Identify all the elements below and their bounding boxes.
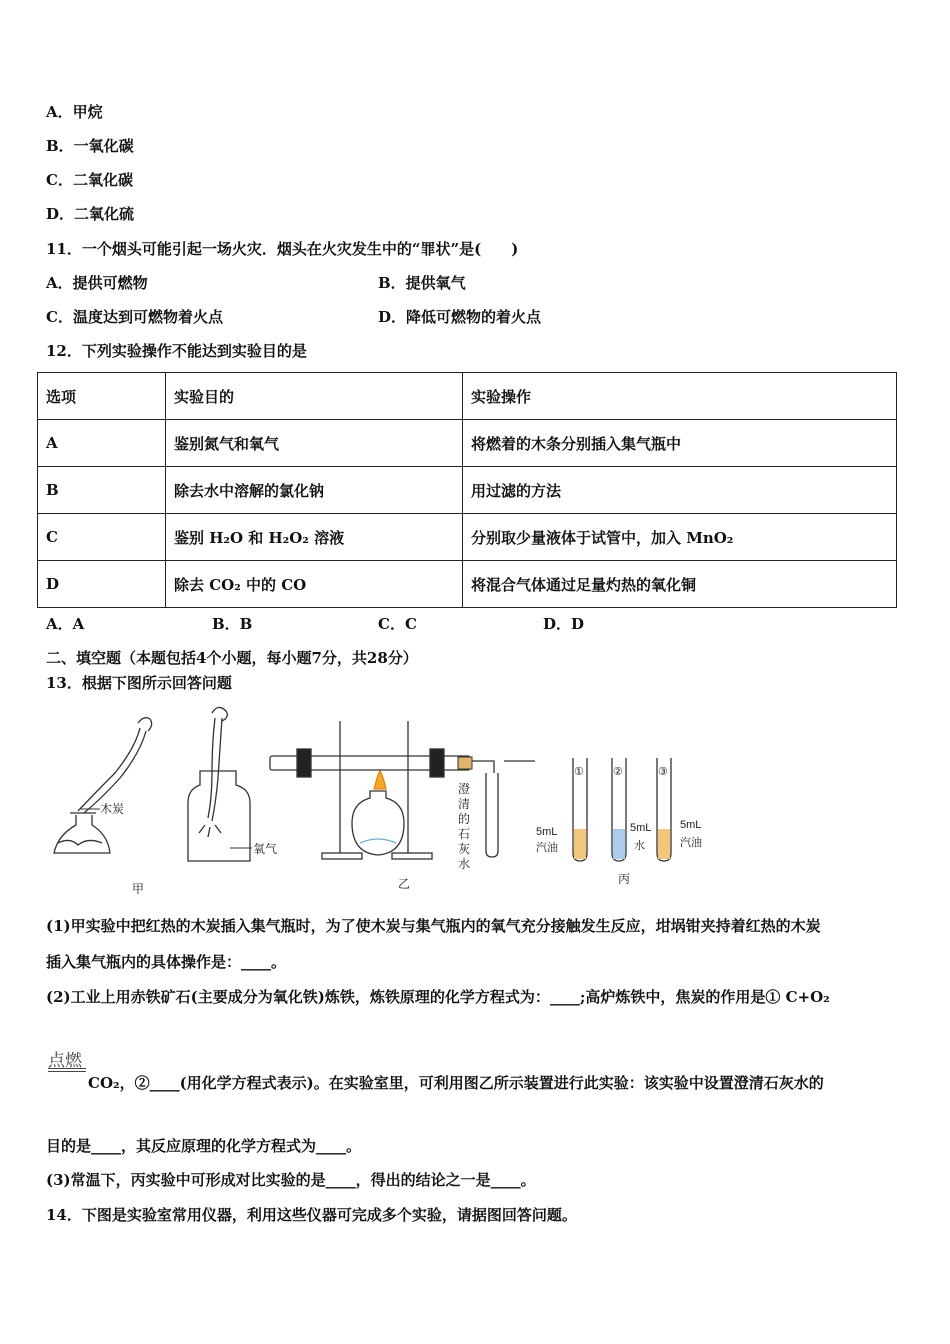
svg-text:水: 水	[458, 857, 471, 871]
ignite-condition: 点燃	[48, 1051, 82, 1071]
q11-option-a: A．提供可燃物	[46, 274, 148, 292]
q10-option-d: D．二氧化硫	[46, 205, 135, 223]
yi-apparatus	[270, 721, 535, 859]
equation-bar	[48, 1068, 86, 1072]
tube1-liquid-label: 汽油	[536, 842, 558, 854]
table-row	[38, 561, 897, 608]
table-cell: B	[38, 467, 166, 514]
tube1-number: ①	[574, 766, 584, 778]
svg-text:石: 石	[458, 827, 471, 841]
label-mutan: 木炭	[100, 802, 125, 816]
flame-icon	[374, 771, 386, 789]
q10-option-b: B．一氧化碳	[46, 137, 134, 155]
header-cell: 实验操作	[463, 373, 897, 420]
limewater-label	[458, 782, 470, 871]
svg-text:的: 的	[458, 812, 471, 826]
table-cell: 分别取少量液体于试管中，加入 MnO₂	[463, 514, 897, 561]
tube2-number: ②	[613, 766, 623, 778]
table-row	[38, 420, 897, 467]
q13-part3: (3)常温下，丙实验中可形成对比实验的是____，得出的结论之一是____。	[46, 1171, 536, 1189]
q13-part2-line2: CO₂，②____(用化学方程式表示)。在实验室里，可利用图乙所示装置进行此实验：该实验中设置澄清石灰水的	[88, 1074, 824, 1092]
tube3-number: ③	[658, 766, 668, 778]
section-2-heading: 二、填空题（本题包括4个小题，每小题7分，共28分）	[46, 649, 418, 667]
tube1-liquid	[574, 829, 586, 859]
table-cell: 用过滤的方法	[463, 467, 897, 514]
jia-tongs-flask	[54, 718, 152, 853]
table-cell: 除去 CO₂ 中的 CO	[166, 561, 463, 608]
q13-part1-line2: 插入集气瓶内的具体操作是：____。	[46, 953, 287, 971]
q13-part2-line1: (2)工业上用赤铁矿石(主要成分为氧化铁)炼铁，炼铁原理的化学方程式为：____;高炉炼铁中，焦炭的作用是① C+O₂	[46, 988, 830, 1006]
table-row	[38, 467, 897, 514]
svg-text:澄: 澄	[458, 782, 471, 796]
tube2-volume: 5mL	[630, 822, 652, 834]
svg-text:灰: 灰	[458, 842, 471, 856]
table-cell: 将混合气体通过足量灼热的氧化铜	[463, 561, 897, 608]
jia-gas-bottle	[188, 707, 250, 861]
header-cell: 选项	[38, 373, 166, 420]
tube3-volume: 5mL	[680, 819, 702, 831]
label-jia: 甲	[132, 882, 145, 896]
table-cell: C	[38, 514, 166, 561]
table-cell: 除去水中溶解的氯化钠	[166, 467, 463, 514]
q13-stem: 13．根据下图所示回答问题	[46, 674, 232, 692]
q11-stem: 11．一个烟头可能引起一场火灾．烟头在火灾发生中的“罪状”是( )	[46, 240, 519, 258]
tube3-liquid	[658, 829, 670, 859]
experiment-figure	[40, 703, 720, 903]
q12-option-a: A．A	[46, 615, 85, 633]
table-cell: A	[38, 420, 166, 467]
q11-option-b: B．提供氧气	[378, 274, 466, 292]
label-yangqi: 氧气	[253, 842, 278, 856]
q13-part2-line3: 目的是____，其反应原理的化学方程式为____。	[46, 1137, 362, 1155]
table-cell: 鉴别 H₂O 和 H₂O₂ 溶液	[166, 514, 463, 561]
table-cell: D	[38, 561, 166, 608]
q11-option-d: D．降低可燃物的着火点	[378, 308, 542, 326]
table-row	[38, 514, 897, 561]
tube1-volume: 5mL	[536, 826, 558, 838]
tube2-liquid-label: 水	[634, 840, 645, 852]
table-header-row	[38, 373, 897, 420]
q12-stem: 12．下列实验操作不能达到实验目的是	[46, 342, 307, 360]
q10-option-a: A．甲烷	[46, 103, 103, 121]
q12-option-d: D．D	[543, 615, 585, 633]
q12-option-c: C．C	[378, 615, 417, 633]
q11-option-c: C．温度达到可燃物着火点	[46, 308, 223, 326]
q12-option-b: B．B	[212, 615, 253, 633]
table-cell: 将燃着的木条分别插入集气瓶中	[463, 420, 897, 467]
label-bing: 丙	[618, 872, 631, 886]
label-yi: 乙	[398, 877, 411, 891]
q10-option-c: C．二氧化碳	[46, 171, 133, 189]
q12-table	[37, 372, 897, 608]
q14-stem: 14．下图是实验室常用仪器，利用这些仪器可完成多个实验，请据图回答问题。	[46, 1206, 577, 1224]
tube2-liquid	[613, 829, 625, 859]
tube3-liquid-label: 汽油	[680, 837, 702, 849]
table-cell: 鉴别氮气和氧气	[166, 420, 463, 467]
header-cell: 实验目的	[166, 373, 463, 420]
q13-part1-line1: (1)甲实验中把红热的木炭插入集气瓶时，为了使木炭与集气瓶内的氧气充分接触发生反应，坩埚钳夹持着红热的木炭	[46, 917, 821, 935]
svg-text:清: 清	[458, 797, 471, 811]
